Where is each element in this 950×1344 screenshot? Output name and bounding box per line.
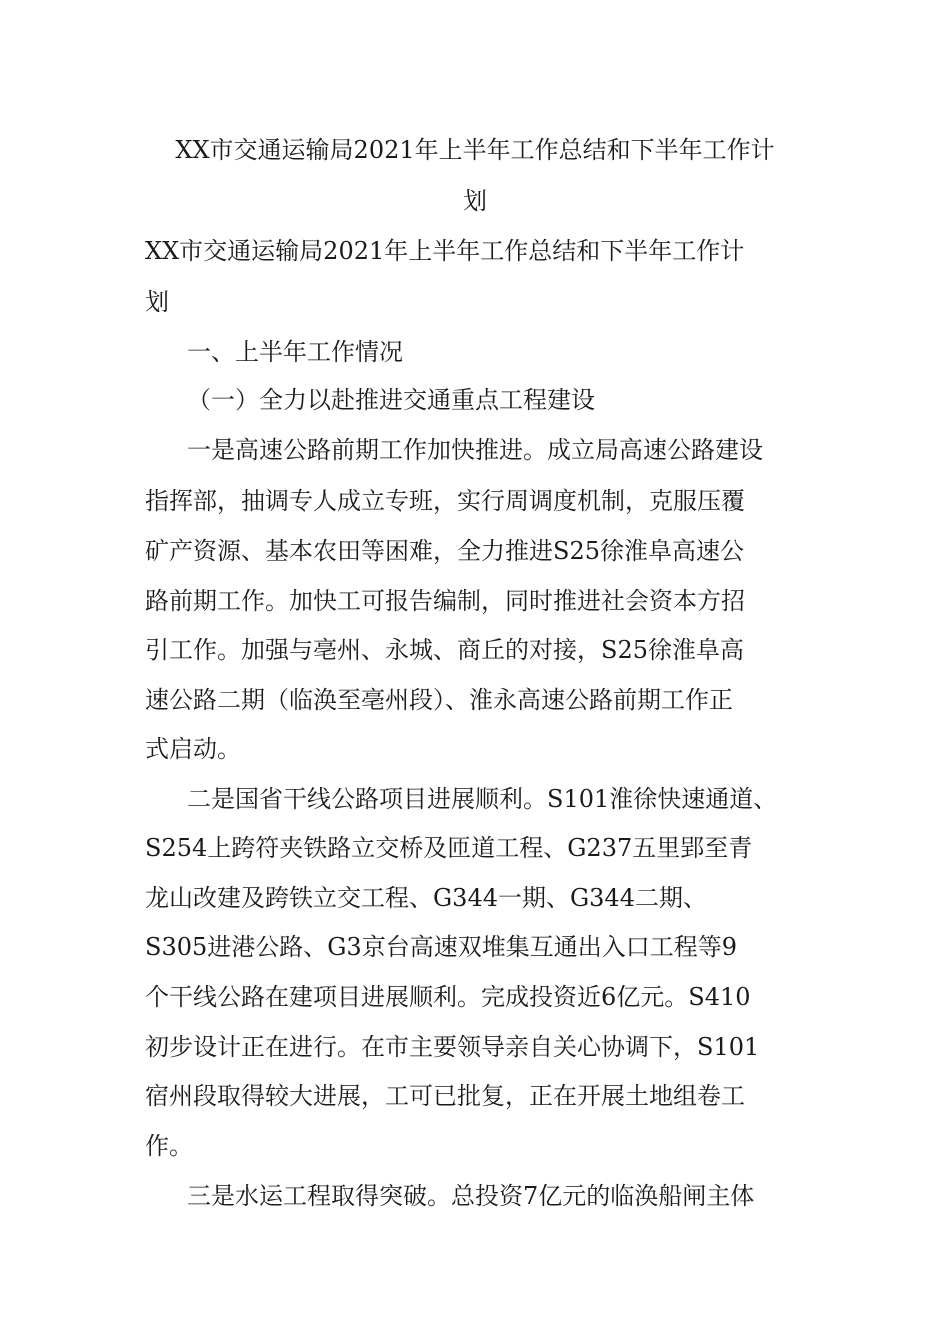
paragraph-line: 作。 <box>145 1132 193 1160</box>
paragraph-line: 速公路二期（临涣至亳州段）、淮永高速公路前期工作正 <box>145 686 733 714</box>
document-title-line-2: 划 <box>463 187 487 215</box>
document-title-repeat-line-2: 划 <box>145 288 169 316</box>
paragraph-line: S254上跨符夹铁路立交桥及匝道工程、G237五里郢至青 <box>145 834 753 862</box>
paragraph-line: 二是国省干线公路项目进展顺利。S101淮徐快速通道、 <box>187 785 778 813</box>
paragraph-line: 矿产资源、基本农田等困难，全力推进S25徐淮阜高速公 <box>145 537 744 565</box>
paragraph-line: 一是高速公路前期工作加快推进。成立局高速公路建设 <box>187 436 763 464</box>
paragraph-line: 龙山改建及跨铁立交工程、G344一期、G344二期、 <box>145 884 707 912</box>
paragraph-line: 个干线公路在建项目进展顺利。完成投资近6亿元。S410 <box>145 983 751 1011</box>
document-title-repeat-line-1: XX市交通运输局2021年上半年工作总结和下半年工作计 <box>145 237 745 265</box>
subsection-heading: （一）全力以赴推进交通重点工程建设 <box>187 386 595 414</box>
paragraph-line: 引工作。加强与亳州、永城、商丘的对接，S25徐淮阜高 <box>145 636 744 664</box>
section-heading: 一、上半年工作情况 <box>187 338 403 366</box>
paragraph-line: 三是水运工程取得突破。总投资7亿元的临涣船闸主体 <box>187 1182 755 1210</box>
paragraph-line: 路前期工作。加快工可报告编制，同时推进社会资本方招 <box>145 587 745 615</box>
paragraph-line: S305进港公路、G3京台高速双堆集互通出入口工程等9 <box>145 933 737 961</box>
document-title-line-1: XX市交通运输局2021年上半年工作总结和下半年工作计 <box>175 136 775 164</box>
paragraph-line: 指挥部，抽调专人成立专班，实行周调度机制，克服压覆 <box>145 487 745 515</box>
paragraph-line: 宿州段取得较大进展，工可已批复，正在开展土地组卷工 <box>145 1082 745 1110</box>
paragraph-line: 初步设计正在进行。在市主要领导亲自关心协调下，S101 <box>145 1033 760 1061</box>
paragraph-line: 式启动。 <box>145 735 241 763</box>
